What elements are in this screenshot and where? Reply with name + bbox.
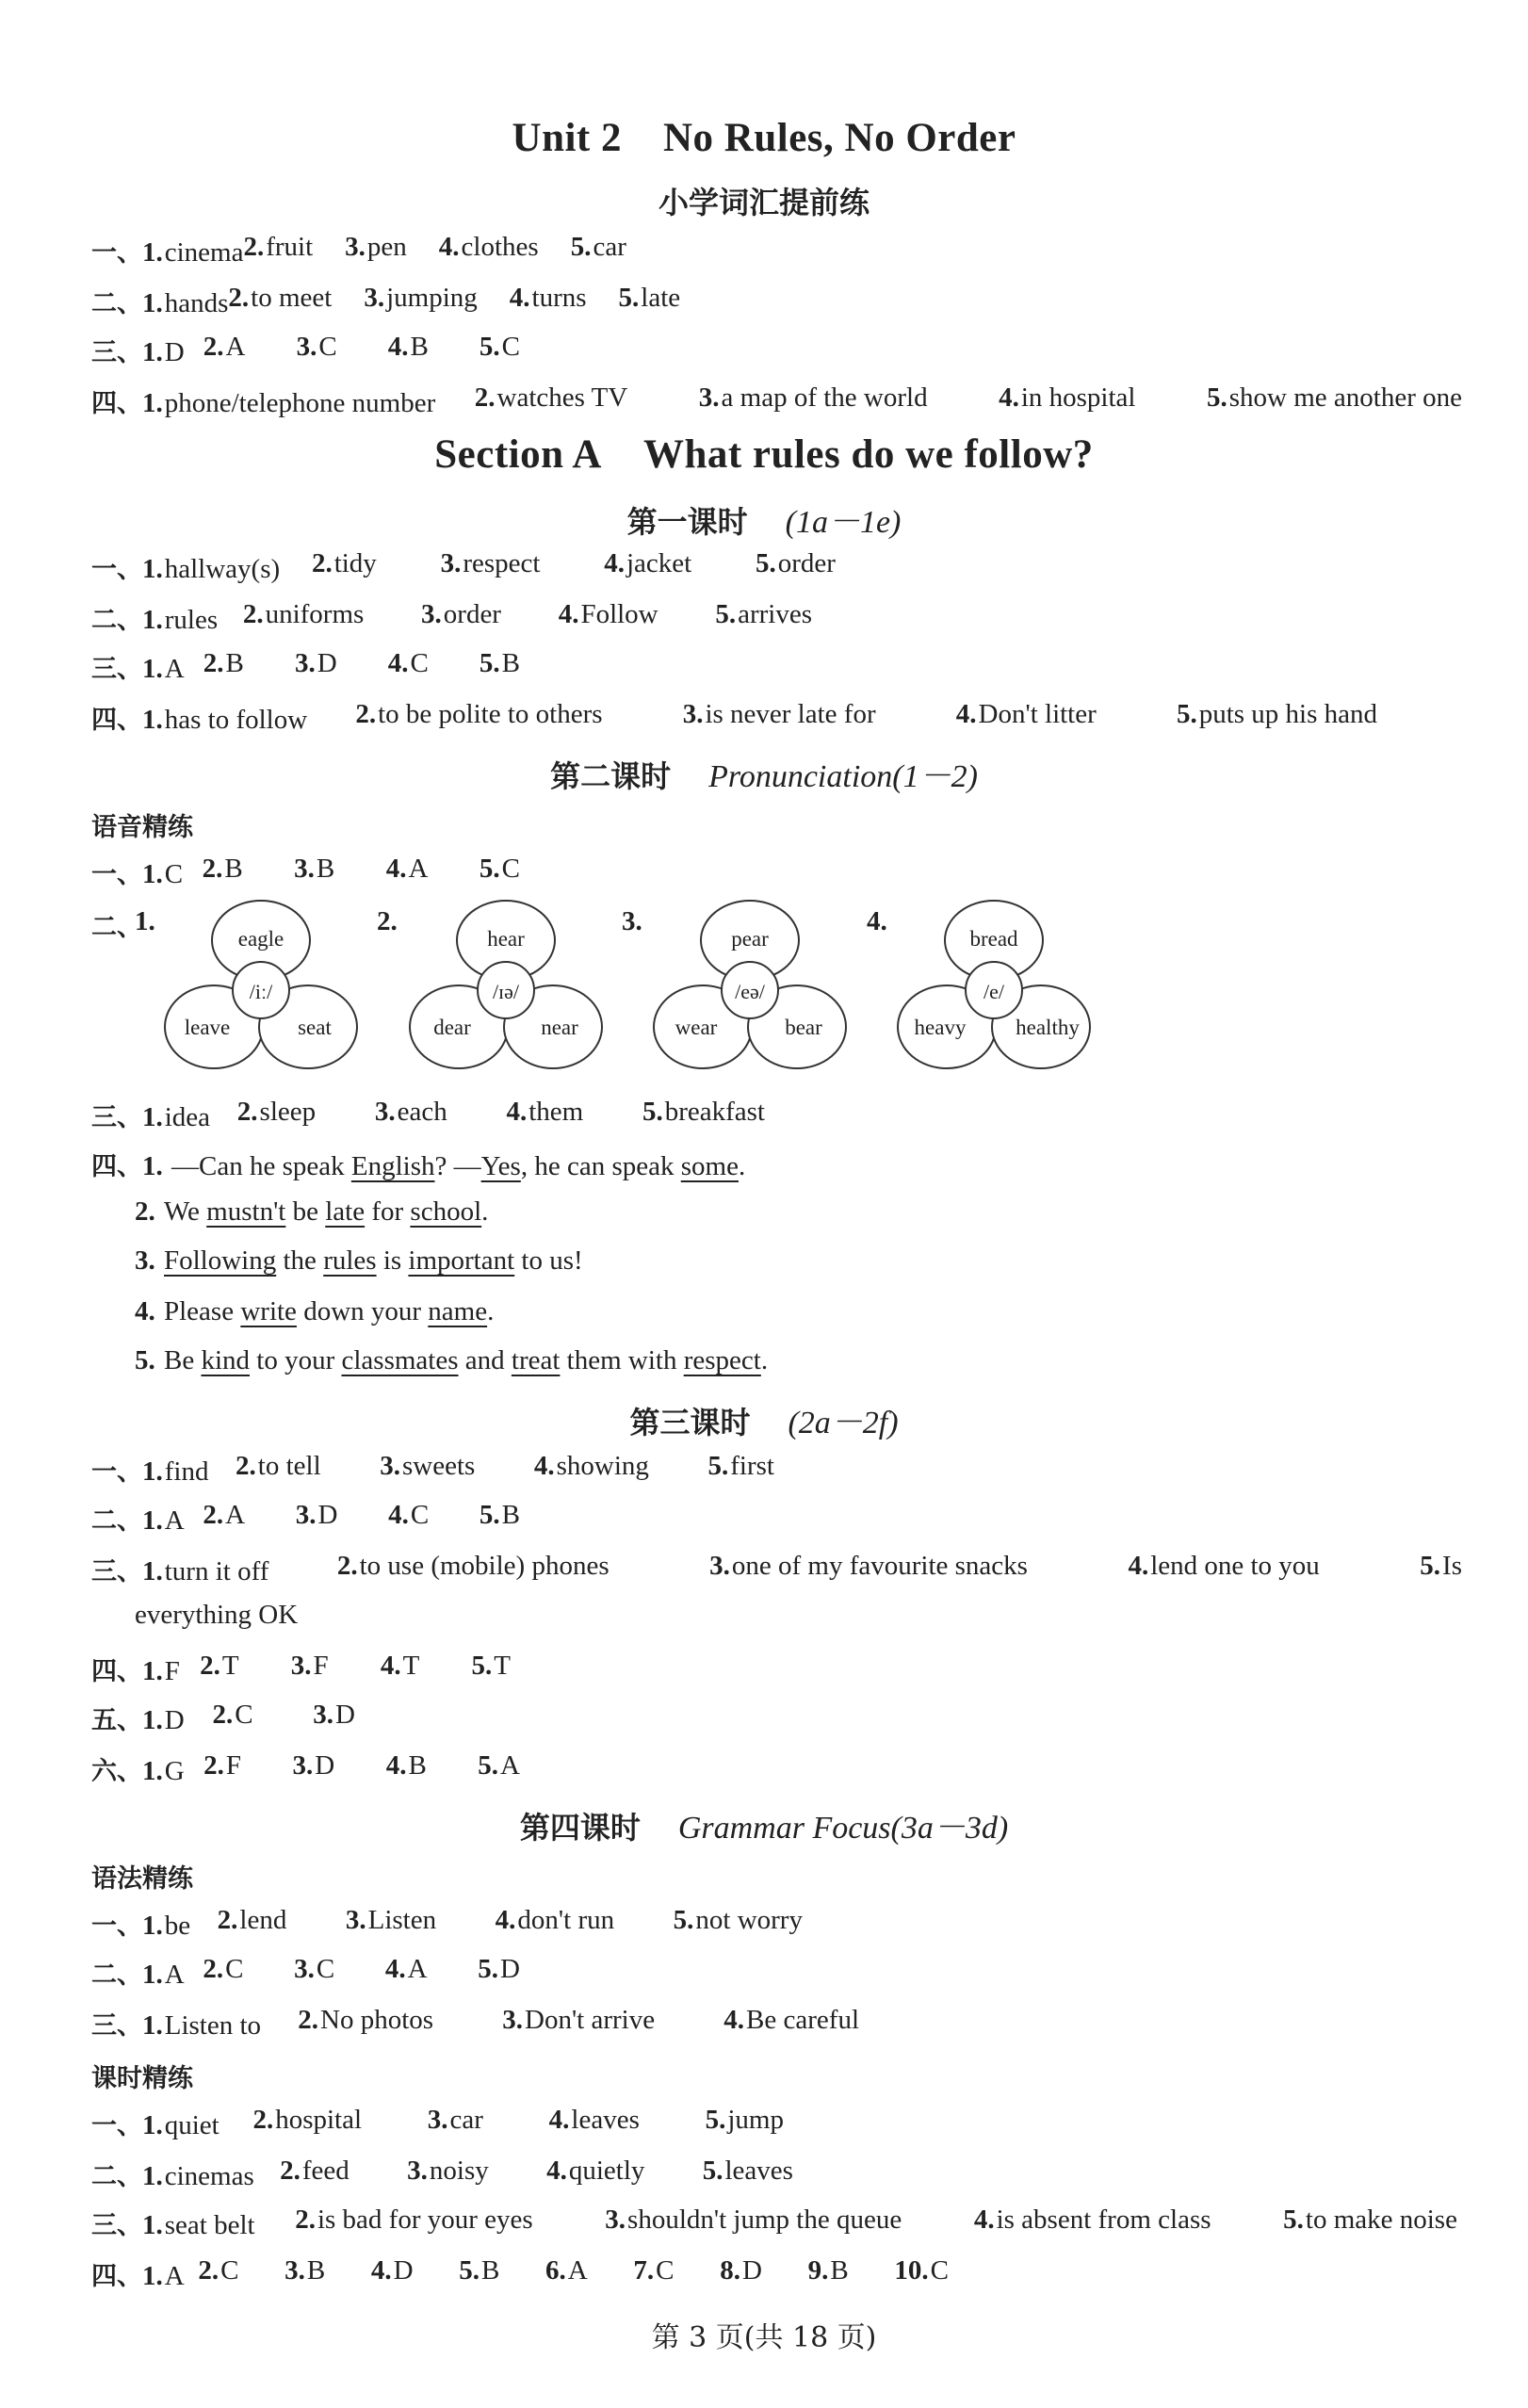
answer-item: 5.C bbox=[479, 332, 520, 362]
answer-item: 1.A bbox=[142, 1505, 185, 1536]
answer-item: 5.arrives bbox=[715, 599, 812, 629]
sentence-text: is bbox=[376, 1245, 409, 1276]
answer-item: 2.to be polite to others bbox=[355, 699, 603, 729]
answer-item: 2.feed bbox=[280, 2156, 349, 2186]
answer-item: 1.idea bbox=[142, 1102, 211, 1132]
answer-item: 5.not worry bbox=[673, 1905, 803, 1935]
answer-item: 5.first bbox=[707, 1451, 774, 1481]
answer-item: 7.C bbox=[633, 2255, 675, 2286]
sentence-text: . bbox=[487, 1296, 495, 1326]
answer-item: 3.shouldn't jump the queue bbox=[605, 2205, 902, 2235]
answer-item: 4.C bbox=[388, 1500, 430, 1530]
answer-item: 1.rules bbox=[142, 605, 219, 635]
answer-item: 4.don't run bbox=[495, 1905, 615, 1935]
answer-item: 1.F bbox=[142, 1656, 180, 1686]
answer-item: 1.cinemas bbox=[142, 2161, 254, 2191]
answer-item: 1.D bbox=[142, 1705, 185, 1735]
flower-3 bbox=[654, 901, 846, 1068]
sentence-text: ? — bbox=[434, 1151, 481, 1181]
row-label: 一、 bbox=[91, 238, 142, 268]
answer-item: 4.B bbox=[385, 1750, 427, 1781]
answer-item: 3.D bbox=[292, 1750, 335, 1781]
answer-item: 1.A bbox=[142, 654, 185, 684]
answer-item: 5.jump bbox=[705, 2105, 784, 2135]
answer-item: 1.Listen to bbox=[142, 2010, 262, 2041]
sentence-text: —Can he speak bbox=[171, 1151, 351, 1181]
answer-item: 1.has to follow bbox=[142, 705, 308, 735]
row-label: 五、 bbox=[91, 1706, 142, 1735]
unit-name: No Rules, No Order bbox=[663, 116, 1016, 160]
answer-item: 4.D bbox=[370, 2255, 414, 2286]
sentence-3: 3. Following the rules is important to us! bbox=[135, 1245, 583, 1276]
answer-item: 6.A bbox=[545, 2255, 588, 2286]
answer-item: 2.sleep bbox=[236, 1097, 317, 1127]
answer-item: 5.puts up his hand bbox=[1176, 699, 1377, 729]
answer-item: 1.phone/telephone number bbox=[142, 388, 436, 418]
answer-item: 4.C bbox=[387, 648, 429, 678]
answer-item: 4.jacket bbox=[604, 548, 692, 578]
row-label: 三、 bbox=[91, 2211, 142, 2240]
row-label: 二、 bbox=[91, 1506, 142, 1536]
flower-right-word: seat bbox=[298, 1016, 332, 1039]
row-label: 三、 bbox=[91, 2011, 142, 2041]
flower-phoneme: /e/ bbox=[983, 980, 1004, 1003]
flower-left-word: wear bbox=[675, 1016, 718, 1039]
answer-item: 2.tidy bbox=[311, 548, 377, 578]
answer-item: 4.Be careful bbox=[723, 2005, 859, 2035]
sentence-text: Please bbox=[164, 1296, 241, 1326]
answer-item: 1.quiet bbox=[142, 2110, 219, 2140]
answer-item: 3.jumping bbox=[364, 283, 478, 313]
underlined-word: late bbox=[325, 1196, 366, 1227]
answer-item: 1.cinema bbox=[142, 237, 244, 268]
answer-item: 3.each bbox=[374, 1097, 447, 1127]
answer-item: 5.leaves bbox=[702, 2156, 793, 2186]
answer-item: 3.B bbox=[294, 854, 335, 884]
underlined-word: rules bbox=[323, 1245, 377, 1276]
flower-left-word: leave bbox=[184, 1016, 231, 1039]
answer-item: 2.is bad for your eyes bbox=[295, 2205, 533, 2235]
lesson3-row-3 bbox=[91, 1551, 1462, 1587]
answer-item: 5.late bbox=[618, 283, 681, 313]
lesson2-range: Pronunciation(1－2) bbox=[708, 759, 978, 794]
lesson4-sub2: 课时精练 bbox=[91, 2064, 193, 2093]
lesson3-title: 第三课时 bbox=[629, 1405, 751, 1440]
answer-item: 5.A bbox=[478, 1750, 520, 1781]
answer-item: 5.breakfast bbox=[642, 1097, 765, 1127]
answer-item: 1.find bbox=[142, 1456, 209, 1487]
sentence-1: 1. —Can he speak English? —Yes, he can speak some. bbox=[142, 1151, 746, 1181]
row-label: 二、 bbox=[91, 2162, 142, 2191]
lesson3-row-4 bbox=[91, 1651, 511, 1687]
lesson3-row-2 bbox=[91, 1500, 520, 1537]
answer-item: 2.to tell bbox=[236, 1451, 321, 1481]
row-label: 三、 bbox=[91, 1557, 142, 1586]
answer-item: 3.C bbox=[296, 332, 337, 362]
sentence-text: Be bbox=[164, 1345, 202, 1375]
answer-item: 5.order bbox=[756, 548, 836, 578]
flower-top-word: eagle bbox=[237, 927, 284, 951]
answer-item: 1.be bbox=[142, 1911, 191, 1941]
underlined-word: respect bbox=[683, 1345, 761, 1375]
answer-item: 1.C bbox=[142, 859, 184, 889]
answer-item: 2.A bbox=[203, 1500, 246, 1530]
answer-item: 3.D bbox=[294, 648, 337, 678]
lesson3-range: (2a－2f) bbox=[788, 1406, 899, 1440]
answer-item: 5.B bbox=[459, 2255, 500, 2286]
answer-item: 2.to use (mobile) phones bbox=[336, 1551, 610, 1581]
flower-phoneme: /eə/ bbox=[735, 980, 765, 1003]
lesson3-row-5 bbox=[91, 1700, 355, 1736]
lesson3-row-3-cont: everything OK bbox=[135, 1600, 299, 1630]
answer-item: 3.sweets bbox=[380, 1451, 476, 1481]
answer-item: 2.C bbox=[198, 2255, 239, 2286]
answer-item: 4.Don't litter bbox=[955, 699, 1097, 729]
flower-4-number: 4. bbox=[867, 906, 887, 936]
answer-item: 4.showing bbox=[533, 1451, 649, 1481]
practice-row-3 bbox=[91, 2205, 1457, 2241]
answer-item: 2.C bbox=[212, 1700, 253, 1730]
sentence-text: We bbox=[164, 1196, 207, 1227]
answer-item: 3.D bbox=[295, 1500, 338, 1530]
lesson4-range: Grammar Focus(3a－3d) bbox=[677, 1811, 1009, 1846]
answer-item: 3.car bbox=[427, 2105, 483, 2135]
answer-item: 3.is never late for bbox=[682, 699, 876, 729]
answer-item: 2.hospital bbox=[252, 2105, 363, 2135]
lesson3-heading bbox=[0, 1396, 1528, 1442]
answer-item: 1.hallway(s) bbox=[142, 554, 281, 584]
flower-phoneme: /ɪə/ bbox=[492, 980, 520, 1003]
row-label: 四、 bbox=[91, 1657, 142, 1686]
answer-item: 3.C bbox=[294, 1954, 335, 1984]
row-label: 三、 bbox=[91, 655, 142, 684]
answer-item: 3.a map of the world bbox=[698, 382, 928, 413]
flower-3-number: 3. bbox=[622, 906, 642, 936]
answer-item: 4.quietly bbox=[546, 2156, 645, 2186]
answer-item: 5.show me another one bbox=[1206, 382, 1462, 413]
flower-top-word: pear bbox=[731, 927, 769, 951]
answer-item: 1.turn it off bbox=[142, 1556, 269, 1586]
sentence-text: . bbox=[481, 1196, 489, 1227]
underlined-word: important bbox=[408, 1245, 515, 1276]
flower-4 bbox=[898, 901, 1090, 1068]
flower-right-word: near bbox=[541, 1016, 578, 1039]
underlined-word: mustn't bbox=[206, 1196, 286, 1227]
answer-item: 5.T bbox=[471, 1651, 511, 1681]
answer-item: 1.A bbox=[142, 1960, 185, 1990]
answer-item: 9.B bbox=[807, 2255, 849, 2286]
sentence-text: . bbox=[738, 1151, 746, 1181]
answer-item: 5.to make noise bbox=[1283, 2205, 1457, 2235]
row-label: 一、 bbox=[91, 1457, 142, 1487]
answer-item: 2.lend bbox=[217, 1905, 287, 1935]
sentence-text: , he can speak bbox=[520, 1151, 681, 1181]
flower-1 bbox=[165, 901, 357, 1068]
phonetic-flowers bbox=[0, 0, 1528, 1093]
row-label: 二、 bbox=[91, 1961, 142, 1990]
flower-right-word: healthy bbox=[1016, 1016, 1080, 1039]
flower-phoneme: /iː/ bbox=[249, 980, 273, 1003]
lesson2-title: 第二课时 bbox=[550, 758, 672, 794]
flower-left-word: heavy bbox=[914, 1016, 967, 1039]
row-label: 一、 bbox=[91, 555, 142, 584]
lesson2-row-2-label: 二、 bbox=[91, 913, 142, 942]
answer-item: 3.B bbox=[284, 2255, 326, 2286]
answer-item: 4.leaves bbox=[548, 2105, 640, 2135]
grammar-row-1 bbox=[91, 1905, 803, 1942]
vocab-heading: 小学词汇提前练 bbox=[658, 185, 870, 220]
answer-item: 2.watches TV bbox=[474, 382, 628, 413]
underlined-word: school bbox=[410, 1196, 482, 1227]
page-footer: 第 3 页(共 18 页) bbox=[651, 2321, 877, 2354]
flower-1-number: 1. bbox=[135, 906, 155, 936]
answer-item: 4.is absent from class bbox=[973, 2205, 1211, 2235]
answer-item: 10.C bbox=[894, 2255, 949, 2286]
answer-item: 5.D bbox=[478, 1954, 520, 1984]
underlined-word: some bbox=[680, 1151, 739, 1181]
sentence-text: . bbox=[760, 1345, 769, 1375]
answer-item: 4.Follow bbox=[558, 599, 658, 629]
answer-item: 2.C bbox=[203, 1954, 244, 1984]
row-label: 二、 bbox=[91, 606, 142, 635]
unit-number: Unit 2 bbox=[512, 116, 622, 160]
grammar-row-2 bbox=[91, 1954, 520, 1991]
answer-item: 2.T bbox=[200, 1651, 239, 1681]
underlined-word: English bbox=[350, 1151, 435, 1181]
answer-item: 2.A bbox=[203, 332, 246, 362]
practice-row-4 bbox=[91, 2255, 949, 2292]
row-label: 四、 bbox=[91, 389, 142, 418]
answer-item: 3.order bbox=[421, 599, 501, 629]
answer-item: 3.F bbox=[290, 1651, 329, 1681]
answer-item: 3.Listen bbox=[345, 1905, 437, 1935]
lesson3-row-6 bbox=[91, 1750, 520, 1787]
practice-row-1 bbox=[91, 2105, 784, 2141]
answer-item: 1.hands bbox=[142, 288, 229, 318]
answer-item: 1.D bbox=[142, 337, 185, 367]
answer-item: 3.D bbox=[313, 1700, 355, 1730]
flower-left-word: dear bbox=[433, 1016, 471, 1039]
row-label: 三、 bbox=[91, 1103, 142, 1132]
answer-item: 5.B bbox=[479, 648, 520, 678]
row-label: 二、 bbox=[91, 289, 142, 318]
lesson4-sub1: 语法精练 bbox=[91, 1864, 193, 1894]
lesson2-row-3 bbox=[91, 1097, 765, 1133]
underlined-word: name bbox=[428, 1296, 488, 1326]
underlined-word: write bbox=[240, 1296, 297, 1326]
answer-item: 2.fruit bbox=[243, 232, 314, 262]
answer-item: 4.them bbox=[506, 1097, 584, 1127]
section-name: What rules do we follow? bbox=[642, 432, 1094, 477]
lesson4-heading bbox=[0, 1801, 1528, 1847]
flower-right-word: bear bbox=[785, 1016, 822, 1039]
row-label: 一、 bbox=[91, 1912, 142, 1941]
row-label: 一、 bbox=[91, 860, 142, 889]
lesson1-title: 第一课时 bbox=[626, 504, 748, 540]
answer-item: 3.pen bbox=[345, 232, 407, 262]
underlined-word: treat bbox=[511, 1345, 561, 1375]
answer-item: 5.C bbox=[479, 854, 520, 884]
underlined-word: classmates bbox=[341, 1345, 459, 1375]
sentence-text: down your bbox=[296, 1296, 429, 1326]
row-label: 一、 bbox=[91, 2111, 142, 2140]
practice-row-2 bbox=[91, 2156, 793, 2192]
row-label: 六、 bbox=[91, 1757, 142, 1786]
answer-item: 4.A bbox=[385, 854, 429, 884]
flower-2-number: 2. bbox=[377, 906, 398, 936]
answer-item: 8.D bbox=[720, 2255, 762, 2286]
answer-item: 4.B bbox=[387, 332, 429, 362]
sentence-text: to your bbox=[250, 1345, 342, 1375]
answer-item: 4.in hospital bbox=[999, 382, 1136, 413]
sentence-2: 2. We mustn't be late for school. bbox=[135, 1196, 489, 1227]
answer-item: 4.lend one to you bbox=[1128, 1551, 1320, 1581]
section-label: Section A bbox=[434, 432, 602, 477]
sentence-text: them with bbox=[560, 1345, 684, 1375]
lesson2-row-4: 四、1. —Can he speak English? —Yes, he can speak some. bbox=[91, 1151, 746, 1181]
flower-top-word: bread bbox=[969, 927, 1018, 951]
answer-item: 4.clothes bbox=[438, 232, 539, 262]
answer-item: 4.turns bbox=[509, 283, 587, 313]
lesson3-row-1 bbox=[91, 1451, 774, 1488]
flower-2 bbox=[410, 901, 602, 1068]
grammar-row-3 bbox=[91, 2005, 859, 2042]
sentence-text: to us! bbox=[514, 1245, 583, 1276]
sentence-text: the bbox=[276, 1245, 324, 1276]
underlined-word: kind bbox=[201, 1345, 251, 1375]
answer-item: 2.F bbox=[203, 1750, 242, 1781]
lesson1-range: (1a－1e) bbox=[785, 505, 902, 540]
answer-item: 3.Don't arrive bbox=[502, 2005, 656, 2035]
lesson4-title: 第四课时 bbox=[519, 1810, 641, 1846]
answer-item: 5.Is bbox=[1420, 1551, 1462, 1581]
answer-item: 2.B bbox=[202, 854, 243, 884]
sentence-text: and bbox=[458, 1345, 512, 1375]
answer-item: 5.car bbox=[570, 232, 626, 262]
answer-item: 1.A bbox=[142, 2261, 185, 2291]
row-label: 四、 bbox=[91, 2262, 142, 2291]
lesson2-sub: 语音精练 bbox=[91, 813, 193, 842]
answer-item: 3.respect bbox=[440, 548, 541, 578]
answer-item: 1.G bbox=[142, 1756, 185, 1786]
row-label: 三、 bbox=[91, 338, 142, 367]
underlined-word: Following bbox=[164, 1245, 277, 1276]
sentence-text: for bbox=[365, 1196, 411, 1227]
answer-item: 2.uniforms bbox=[242, 599, 365, 629]
answer-item: 2.to meet bbox=[228, 283, 333, 313]
answer-item: 4.A bbox=[384, 1954, 428, 1984]
sentence-4: 4. Please write down your name. bbox=[135, 1296, 495, 1326]
answer-item: 3.noisy bbox=[407, 2156, 489, 2186]
answer-item: 5.B bbox=[479, 1500, 520, 1530]
answer-item: 2.No photos bbox=[298, 2005, 434, 2035]
answer-item: 3.one of my favourite snacks bbox=[709, 1551, 1028, 1581]
underlined-word: Yes bbox=[480, 1151, 521, 1181]
sentence-text: be bbox=[285, 1196, 326, 1227]
answer-item: 1.seat belt bbox=[142, 2210, 255, 2240]
row-label: 四、 bbox=[91, 706, 142, 735]
answer-item: 2.B bbox=[203, 648, 244, 678]
answer-item: 4.T bbox=[380, 1651, 420, 1681]
flower-top-word: hear bbox=[487, 927, 525, 951]
sentence-5: 5. Be kind to your classmates and treat them with respect. bbox=[135, 1345, 769, 1375]
